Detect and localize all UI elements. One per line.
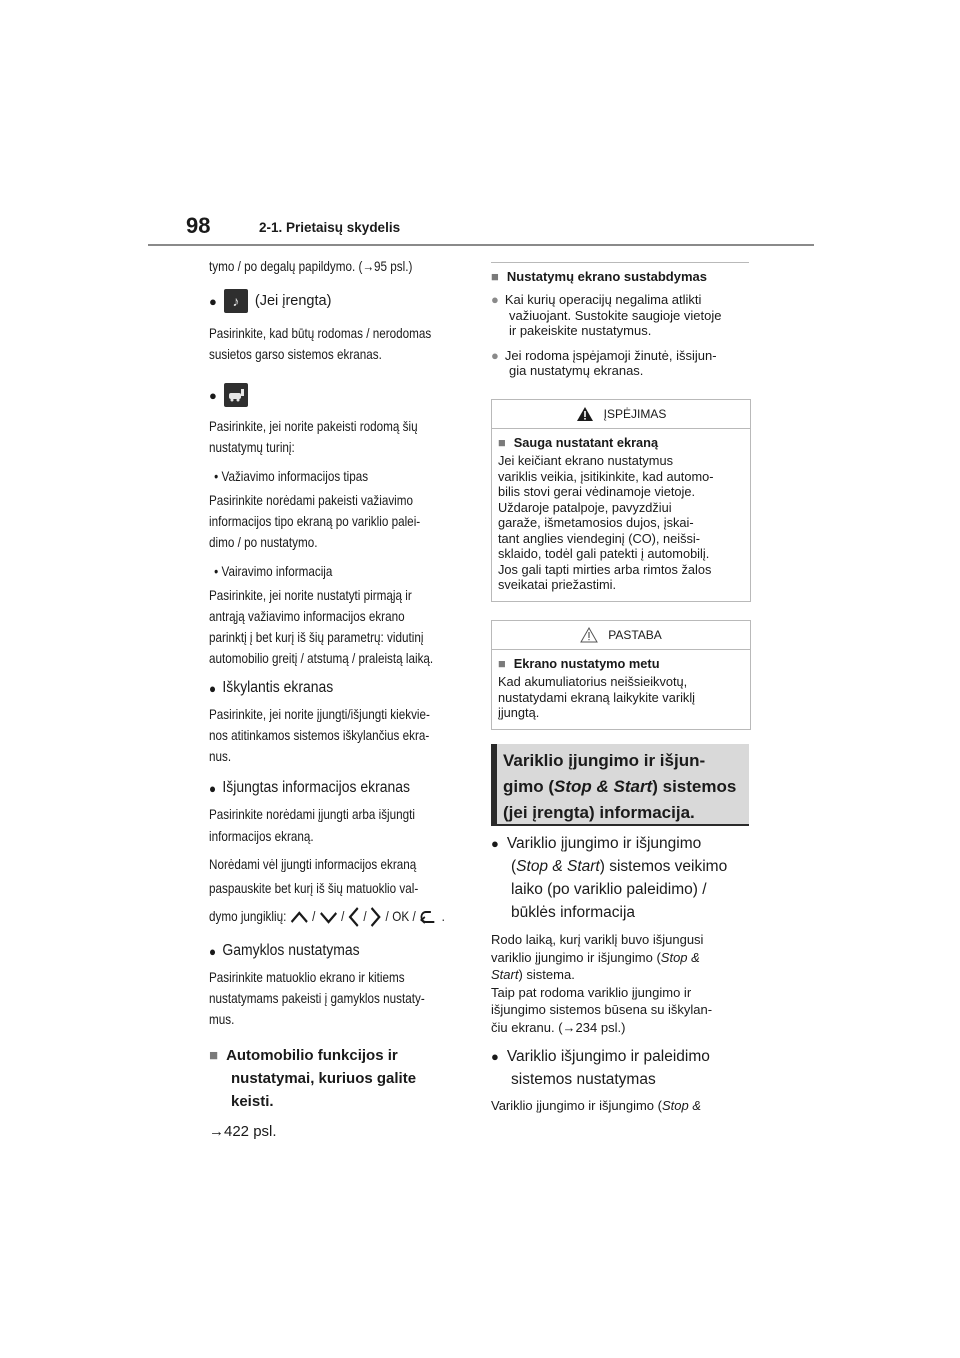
warning-body <box>492 429 750 601</box>
sub-item-driving-info-type: • Važiavimo informacijos tipas <box>214 469 369 484</box>
item-line: Variklio išjungimo ir paleidimo <box>506 1048 710 1065</box>
text-line: Taip pat rodoma variklio įjungimo ir <box>491 984 692 1000</box>
separator: / <box>363 909 367 924</box>
text-line: Pasirinkite, jei norite pakeisti rodomą šių <box>209 419 418 434</box>
heading-italic: Stop & Start <box>554 777 653 796</box>
text-line: dymo jungiklių: <box>209 909 287 924</box>
text-line: Uždaroje patalpoje, pavyzdžiui <box>498 499 672 515</box>
text-line: Jei keičiant ekrano nustatymus <box>498 453 673 468</box>
text-line: informacijos ekraną. <box>209 829 314 844</box>
warning-title: ĮSPĖJIMAS <box>603 406 667 421</box>
return-icon <box>419 909 438 925</box>
square-bullet: ■ <box>491 269 499 284</box>
separator: / <box>341 909 345 924</box>
page-number: 98 <box>186 213 211 238</box>
text-line: Pasirinkite matuoklio ekrano ir kitiems <box>209 970 405 985</box>
bullet-dot: ● <box>209 780 217 796</box>
text-line: Variklio įjungimo ir išjungimo ( <box>491 1098 662 1113</box>
text-line: sveikatai priežastimi. <box>498 577 617 592</box>
heading-line: nustatymai, kuriuos galite <box>231 1070 417 1087</box>
text-line: įjungtą. <box>498 705 540 720</box>
suspend-point-1 <box>491 292 751 339</box>
warning-box <box>491 399 751 602</box>
vehicle-info-item <box>209 383 464 407</box>
text-line: bilis stovi gerai vėdinamoje vietoje. <box>498 484 696 499</box>
text-line: susietos garso sistemos ekranas. <box>209 347 382 362</box>
notice-body <box>492 650 750 729</box>
suspend-heading <box>491 269 751 284</box>
square-bullet: ■ <box>498 434 506 450</box>
notice-title: PASTABA <box>608 627 662 642</box>
text-line: nos atitinkamos sistemos iškylančius ekra- <box>209 728 430 743</box>
text-line: Pasirinkite, jei norite nustatyti pirmąją ir <box>209 588 412 603</box>
notice-header <box>492 621 750 650</box>
car-info-icon-svg <box>227 388 245 402</box>
heading-line: Automobilio funkcijos ir <box>226 1047 398 1064</box>
period: . <box>441 909 445 924</box>
text-line: sklaido, todėl gali patekti į automobilį. <box>498 546 710 561</box>
notice-box <box>491 620 751 730</box>
text-italic: Start <box>491 967 519 982</box>
text-line: paspauskite bet kurį iš šių matuoklio val- <box>209 881 419 896</box>
text-line: Rodo laiką, kurį variklį buvo išjungusi <box>491 932 704 947</box>
restart-desc <box>491 1098 761 1113</box>
item-line: ) sistemos veikimo <box>599 858 728 875</box>
ss-item <box>491 832 761 924</box>
text-line: Jei rodoma įspėjamoji žinutė, išsijun- <box>504 347 717 363</box>
item-line: sistemos nustatymas <box>511 1071 656 1088</box>
left-column <box>209 256 464 1140</box>
notice-triangle-icon <box>580 627 598 643</box>
text-line: ir pakeiskite nustatymus. <box>509 323 652 338</box>
text-line: garaže, išmetamosios dujos, įskai- <box>498 515 694 530</box>
ss-desc <box>491 931 761 1036</box>
chevron-left-icon <box>348 906 360 928</box>
text-line: parinktį į bet kurį iš šių parametrų: vidutinį <box>209 630 424 645</box>
item-line: laiko (po variklio paleidimo) / <box>511 881 707 898</box>
bullet-dot: ● <box>491 836 499 851</box>
heading-line: keisti. <box>231 1093 274 1110</box>
bullet-dot: ● <box>209 943 217 959</box>
item-line: ( <box>511 858 517 875</box>
factory-item <box>209 942 470 960</box>
warning-triangle-icon <box>576 406 594 422</box>
item-line: Variklio įjungimo ir išjungimo <box>506 835 702 852</box>
text-line: išjungimo sistemos būsena su iškylan- <box>491 1002 713 1017</box>
text-line: variklis veikia, įsitikinkite, kad automo- <box>498 468 714 484</box>
text-line: nustatymų turinį: <box>209 440 295 455</box>
item-line: būklės informacija <box>511 904 636 921</box>
notice-heading <box>498 656 742 672</box>
bullet-dot: ● <box>491 1049 499 1064</box>
bullet-dot: ● <box>209 293 217 309</box>
ok-switch-label: OK <box>392 909 410 924</box>
sub-item-title: Vairavimo informacija <box>221 564 333 579</box>
factory-desc <box>209 967 467 1030</box>
chevron-down-icon <box>319 910 338 924</box>
bullet-dot: ● <box>491 347 499 363</box>
sub1-desc <box>209 490 467 553</box>
separator: / <box>385 909 389 924</box>
audio-desc <box>209 323 467 365</box>
text-italic: Stop & <box>660 949 700 965</box>
text-line: gia nustatymų ekranas. <box>509 363 644 378</box>
switch-line <box>209 906 467 928</box>
text-line: antrąją važiavimo informacijos ekrano <box>209 609 405 624</box>
text-line: važiuojant. Sustokite saugioje vietoje <box>509 307 722 323</box>
chevron-right-icon <box>370 906 382 928</box>
audio-item-label: (Jei įrengta) <box>254 293 332 309</box>
text-line: Norėdami vėl įjungti informacijos ekraną <box>209 857 417 872</box>
text-line: mus. <box>209 1012 235 1027</box>
text-line: nustatymams pakeisti į gamyklos nustaty- <box>209 991 425 1006</box>
text-line: Pasirinkite norėdami įjungti arba išjungti <box>209 807 415 822</box>
text-line: automobilio greitį / atstumą / praleistą laiką. <box>209 651 434 666</box>
warning-header <box>492 400 750 429</box>
item-title: Gamyklos nustatymas <box>222 942 360 959</box>
functions-ref: →422 psl. <box>209 1123 277 1140</box>
heading-text: Sauga nustatant ekraną <box>513 434 659 450</box>
stop-start-section <box>491 832 761 1113</box>
info-off-item <box>209 779 470 797</box>
heading-text: Nustatymų ekrano sustabdymas <box>506 269 707 284</box>
bullet-dot: ● <box>209 387 217 403</box>
stop-start-banner <box>491 744 749 826</box>
text-line: variklio įjungimo ir išjungimo ( <box>491 949 661 965</box>
warning-heading <box>498 435 742 451</box>
square-bullet: ■ <box>209 1047 219 1064</box>
heading-line: Variklio įjungimo ir išjun- <box>503 751 706 770</box>
text-line: tant anglies viendeginį (CO), neišsi- <box>498 530 701 546</box>
heading-text: Ekrano nustatymo metu <box>513 655 660 671</box>
bullet-dot: ● <box>209 680 217 696</box>
text-line: dimo / po nustatymo. <box>209 535 318 550</box>
bullet-dot: ● <box>491 292 499 307</box>
audio-item <box>209 289 464 313</box>
section-title: 2-1. Prietaisų skydelis <box>259 220 401 235</box>
suspend-rule <box>491 262 749 263</box>
car-info-icon <box>224 383 248 407</box>
text-line: informacijos tipo ekraną po variklio palei- <box>209 514 421 529</box>
music-note-icon: ♪ <box>224 289 248 313</box>
text-line: nustatydami ekraną laikykite variklį <box>498 689 696 705</box>
text-line: Pasirinkite norėdami pakeisti važiavimo <box>209 493 414 508</box>
content-desc <box>209 416 467 458</box>
chevron-up-icon <box>290 910 309 924</box>
square-bullet: ■ <box>498 655 506 671</box>
item-title: Iškylantis ekranas <box>222 679 334 696</box>
text-line: ) sistema. <box>518 967 575 982</box>
text-line: Pasirinkite, kad būtų rodomas / nerodomas <box>209 326 432 341</box>
sub-item-driving-info: • Vairavimo informacija <box>214 564 333 579</box>
text-italic: Stop & <box>661 1098 702 1113</box>
sub-item-title: Važiavimo informacijos tipas <box>221 469 369 484</box>
sub2-desc <box>209 585 467 669</box>
heading-line: ) sistemos <box>652 777 737 796</box>
text-line: Jos gali tapti mirties arba rimtos žalos <box>498 561 712 577</box>
heading-line: gimo ( <box>503 777 554 796</box>
info-off-desc <box>209 804 467 928</box>
popup-item <box>209 679 470 697</box>
heading-line: (jei įrengta) informacija. <box>503 803 695 822</box>
text-line: nus. <box>209 749 232 764</box>
banner-heading <box>497 744 749 826</box>
restart-item <box>491 1045 761 1091</box>
separator: / <box>412 909 416 924</box>
header-divider <box>148 244 814 246</box>
suspend-point-2 <box>491 348 751 379</box>
text-line: čiu ekranu. (→234 psl.) <box>491 1019 626 1035</box>
text-line: Pasirinkite, jei norite įjungti/išjungti kiekvie- <box>209 707 430 722</box>
popup-desc <box>209 704 467 767</box>
item-italic: Stop & Start <box>516 858 600 875</box>
text-line: Kad akumuliatorius neišsieikvotų, <box>498 674 688 689</box>
text-line: Kai kurių operacijų negalima atlikti <box>504 292 702 307</box>
separator: / <box>312 909 316 924</box>
functions-heading <box>209 1044 464 1113</box>
intro-text: tymo / po degalų papildymo. (→95 psl.) <box>209 259 413 274</box>
item-title: Išjungtas informacijos ekranas <box>222 779 411 796</box>
right-column <box>491 262 751 730</box>
